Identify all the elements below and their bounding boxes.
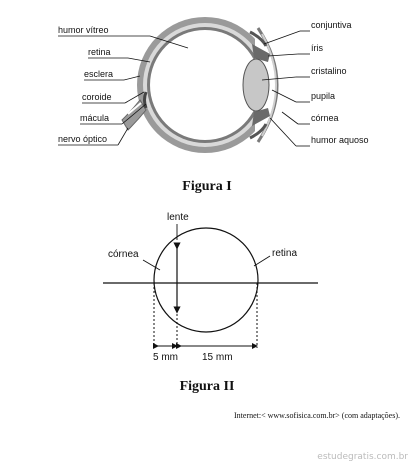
- figure-1-caption: Figura I: [182, 179, 232, 194]
- optic-nerve-shape: [122, 100, 146, 130]
- label-retina: retina: [88, 47, 111, 57]
- lens-shape: [243, 59, 269, 111]
- label-cristalino: cristalino: [311, 66, 347, 76]
- macula-shape: [145, 92, 147, 108]
- figure-2-caption: Figura II: [179, 379, 235, 394]
- label-retina-fig2: retina: [272, 248, 298, 259]
- label-humor-aquoso: humor aquoso: [311, 135, 369, 145]
- label-lente: lente: [167, 212, 189, 223]
- source-credit: Internet:< www.sofisica.com.br> (com adaptações).: [234, 411, 400, 420]
- label-cornea: córnea: [311, 113, 339, 123]
- label-humor-vitreo: humor vítreo: [58, 25, 109, 35]
- optical-model-figure: [103, 212, 318, 394]
- label-conjuntiva: conjuntiva: [311, 20, 352, 30]
- eye-anatomy-figure: [58, 17, 369, 194]
- label-coroide: coroide: [82, 92, 112, 102]
- dimension-5mm: 5 mm: [153, 352, 178, 363]
- label-macula: mácula: [80, 113, 110, 123]
- label-nervo-optico: nervo óptico: [58, 134, 108, 144]
- label-esclera: esclera: [84, 69, 114, 79]
- dimension-15mm: 15 mm: [202, 352, 233, 363]
- label-cornea-fig2: córnea: [108, 249, 139, 260]
- watermark-text: estudegratis.com.br: [317, 452, 408, 462]
- eyeball-circle: [154, 228, 258, 332]
- label-iris: íris: [311, 43, 323, 53]
- label-pupila: pupila: [311, 91, 336, 101]
